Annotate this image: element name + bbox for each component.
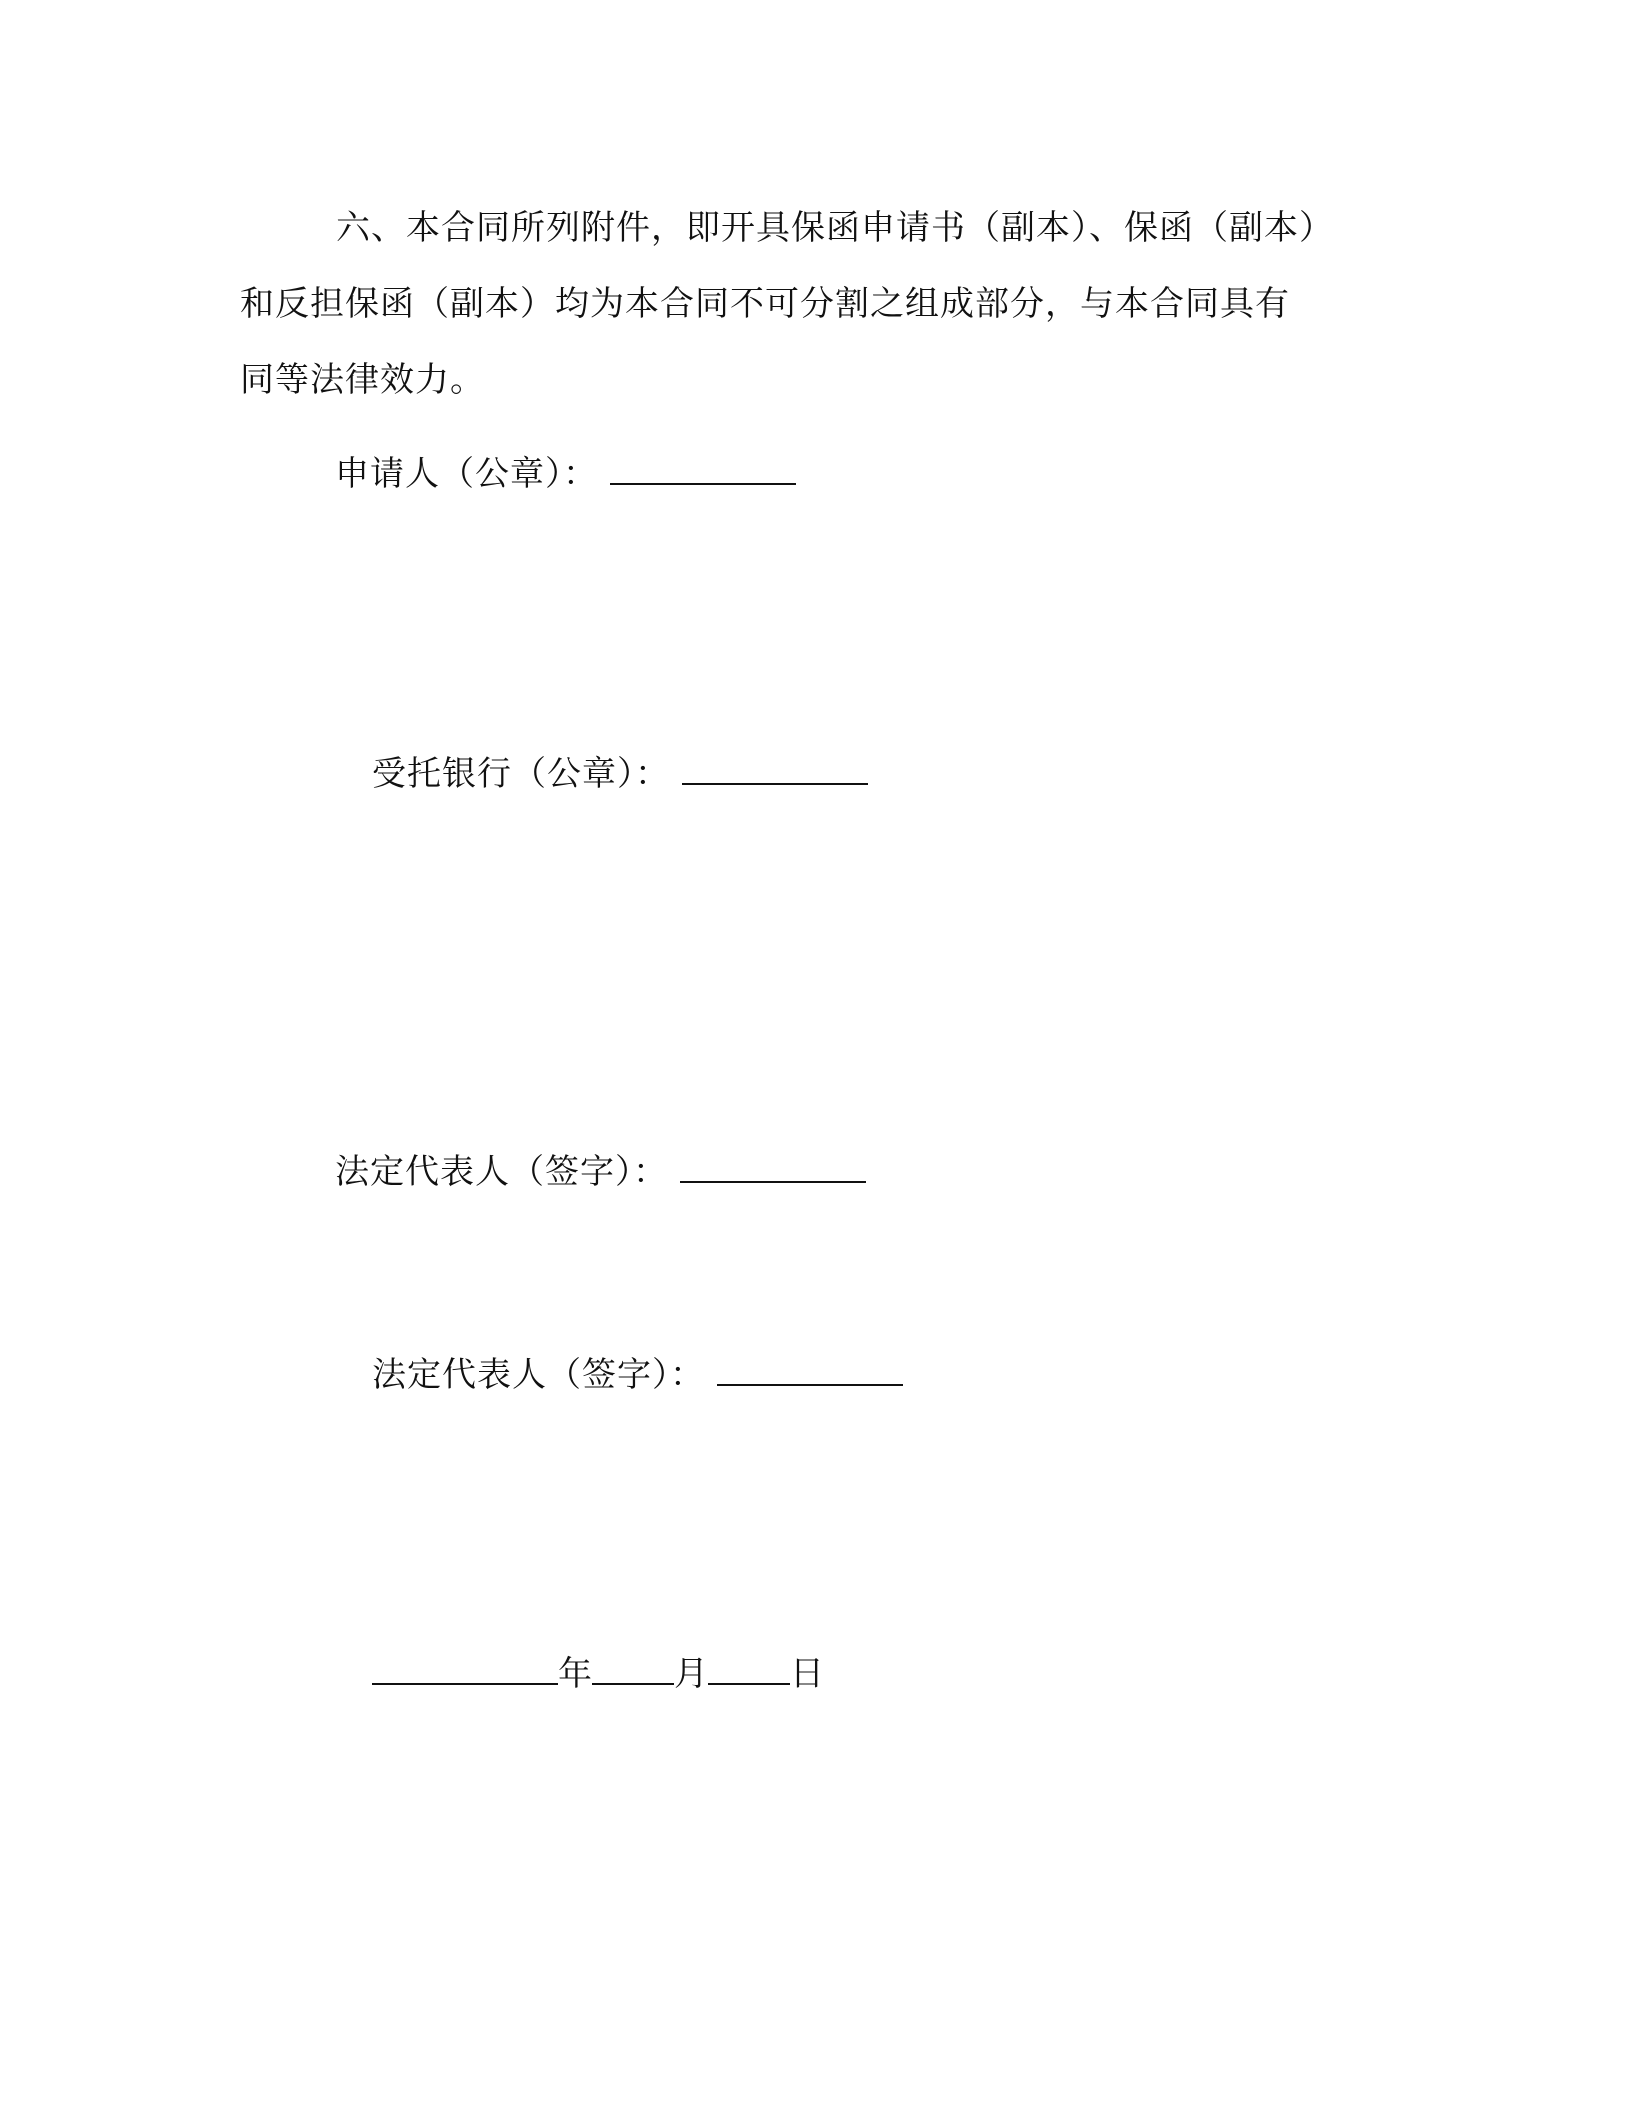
year-label: 年 (558, 1654, 592, 1694)
bank-seal-field (372, 752, 868, 796)
applicant-representative-field (335, 1150, 866, 1194)
clause-line-3: 同等法律效力。 (240, 360, 485, 400)
date-line (372, 1652, 824, 1696)
day-blank[interactable] (708, 1653, 790, 1685)
day-label: 日 (790, 1654, 824, 1694)
month-label: 月 (674, 1654, 708, 1694)
applicant-seal-label: 申请人（公章）： (335, 454, 598, 494)
bank-representative-field (372, 1353, 903, 1397)
applicant-representative-label: 法定代表人（签字）： (335, 1152, 668, 1192)
applicant-seal-field (335, 452, 796, 496)
year-blank[interactable] (372, 1653, 558, 1685)
bank-representative-label: 法定代表人（签字）： (372, 1355, 705, 1395)
applicant-representative-blank[interactable] (680, 1151, 866, 1183)
bank-seal-label: 受托银行（公章）： (372, 754, 670, 794)
month-blank[interactable] (592, 1653, 674, 1685)
clause-six-paragraph (240, 190, 1420, 418)
applicant-seal-blank[interactable] (610, 453, 796, 485)
bank-seal-blank[interactable] (682, 753, 868, 785)
bank-representative-blank[interactable] (717, 1354, 903, 1386)
clause-line-1: 六、本合同所列附件，即开具保函申请书（副本）、保函（副本） (336, 208, 1334, 248)
clause-line-2: 和反担保函（副本）均为本合同不可分割之组成部分，与本合同具有 (240, 284, 1290, 324)
